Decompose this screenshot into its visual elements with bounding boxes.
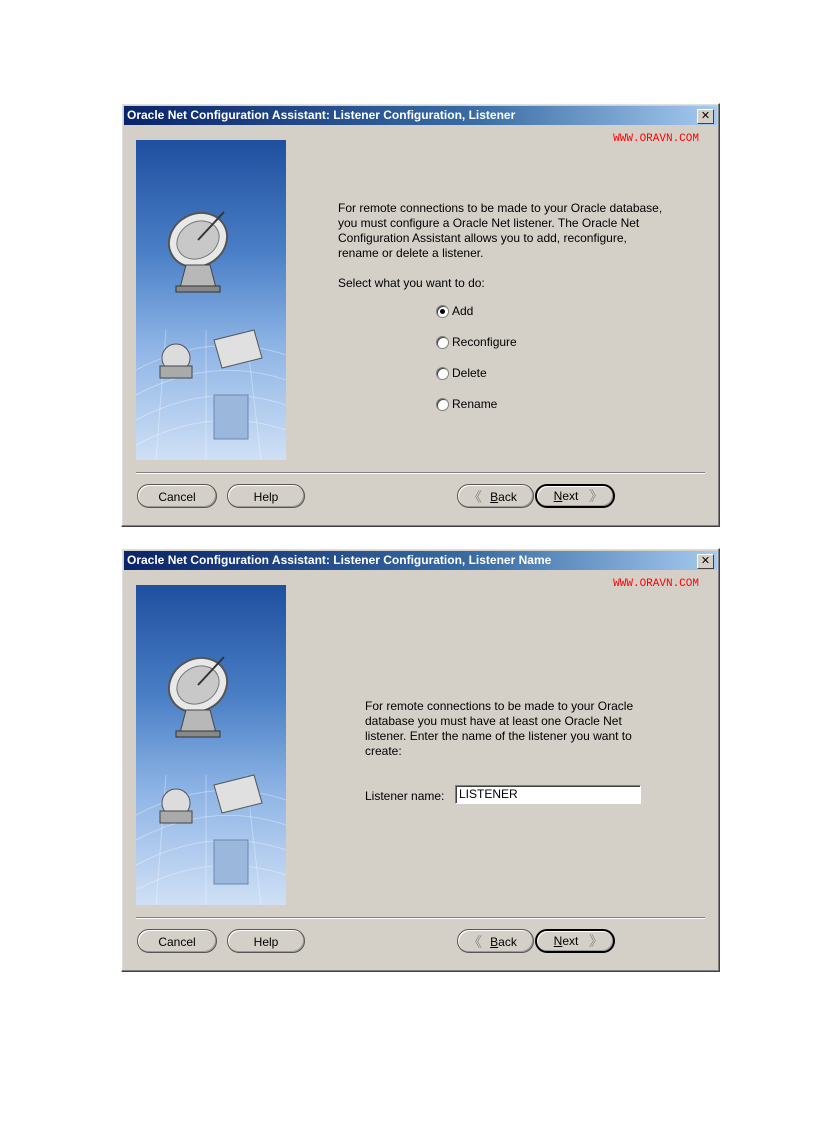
intro-line: listener. Enter the name of the listener you want to — [365, 729, 632, 743]
intro-line: For remote connections to be made to your Oracle — [365, 699, 634, 713]
separator — [136, 917, 705, 919]
next-label: ext — [562, 489, 579, 503]
satellite-dish-icon — [136, 140, 286, 460]
listener-config-dialog — [121, 103, 720, 527]
radio-icon[interactable] — [436, 336, 449, 349]
radio-label: Reconfigure — [452, 335, 517, 349]
chevron-right-icon: 》 — [589, 933, 603, 949]
intro-line: rename or delete a listener. — [338, 246, 484, 260]
radio-label: Delete — [452, 366, 487, 380]
dialog-title: Oracle Net Configuration Assistant: Listener Configuration, Listener Name — [127, 553, 552, 567]
intro-text — [338, 201, 662, 261]
radio-rename[interactable] — [436, 397, 497, 411]
intro-line: create: — [365, 744, 402, 758]
radio-selected-icon[interactable] — [436, 305, 449, 318]
back-button[interactable] — [457, 929, 534, 953]
chevron-left-icon: 《 — [468, 934, 482, 950]
chevron-right-icon: 》 — [589, 488, 603, 504]
next-button[interactable] — [535, 484, 615, 508]
radio-icon[interactable] — [436, 367, 449, 380]
radio-add[interactable] — [436, 304, 473, 318]
next-button[interactable] — [535, 929, 615, 953]
close-icon[interactable]: ✕ — [697, 554, 714, 569]
next-accel: N — [553, 489, 563, 503]
radio-reconfigure[interactable] — [436, 335, 517, 349]
listener-name-label: Listener name: — [365, 789, 445, 803]
radio-icon[interactable] — [436, 398, 449, 411]
listener-name-dialog — [121, 548, 720, 972]
intro-line: you must configure a Oracle Net listener. The Oracle Net — [338, 216, 640, 230]
side-illustration — [136, 585, 286, 905]
next-accel: N — [553, 934, 563, 948]
dialog-title: Oracle Net Configuration Assistant: Listener Configuration, Listener — [127, 108, 516, 122]
close-icon[interactable]: ✕ — [697, 109, 714, 124]
intro-text — [365, 699, 633, 759]
back-accel: B — [490, 935, 499, 949]
back-label: ack — [498, 935, 517, 949]
select-prompt: Select what you want to do: — [338, 276, 485, 290]
radio-label: Rename — [452, 397, 498, 411]
radio-label: Add — [452, 304, 474, 318]
separator — [136, 472, 705, 474]
help-button[interactable]: Help — [227, 484, 305, 508]
title-bar[interactable] — [124, 551, 717, 570]
watermark: WWW.ORAVN.COM — [613, 578, 699, 590]
radio-delete[interactable] — [436, 366, 487, 380]
back-accel: B — [490, 490, 499, 504]
cancel-button[interactable]: Cancel — [137, 929, 217, 953]
chevron-left-icon: 《 — [468, 489, 482, 505]
next-label: ext — [562, 934, 579, 948]
intro-line: For remote connections to be made to your Oracle database, — [338, 201, 663, 215]
intro-line: Configuration Assistant allows you to add, reconfigure, — [338, 231, 627, 245]
back-label: ack — [498, 490, 517, 504]
satellite-dish-icon — [136, 585, 286, 905]
side-illustration — [136, 140, 286, 460]
title-bar[interactable] — [124, 106, 717, 125]
listener-name-input[interactable] — [455, 785, 641, 804]
back-button[interactable] — [457, 484, 534, 508]
intro-line: database you must have at least one Oracle Net — [365, 714, 622, 728]
cancel-button[interactable]: Cancel — [137, 484, 217, 508]
watermark: WWW.ORAVN.COM — [613, 133, 699, 145]
help-button[interactable]: Help — [227, 929, 305, 953]
